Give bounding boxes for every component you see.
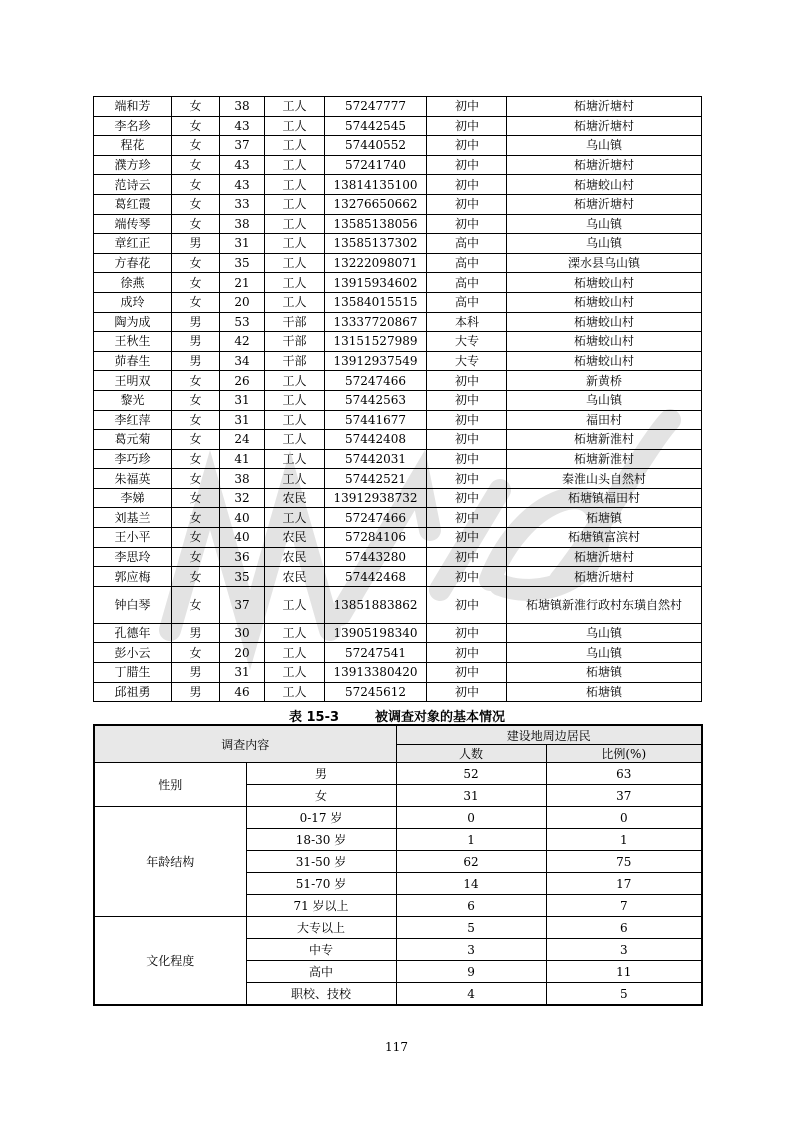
age-ratio-cell: 0 bbox=[546, 807, 702, 829]
header-resident-group: 建设地周边居民 bbox=[396, 725, 702, 745]
education-cell: 初中 bbox=[427, 586, 507, 623]
phone-cell: 57442563 bbox=[325, 390, 427, 410]
education-cell: 初中 bbox=[427, 155, 507, 175]
page-number: 117 bbox=[385, 1040, 408, 1054]
header-ratio: 比例(%) bbox=[546, 745, 702, 763]
occupation-cell: 工人 bbox=[265, 663, 325, 683]
name-cell: 李娣 bbox=[94, 488, 172, 508]
occupation-cell: 工人 bbox=[265, 586, 325, 623]
respondent-row bbox=[94, 469, 702, 489]
phone-cell: 13585137302 bbox=[325, 234, 427, 254]
phone-cell: 57441677 bbox=[325, 410, 427, 430]
age-cell: 53 bbox=[220, 312, 265, 332]
phone-cell: 57442521 bbox=[325, 469, 427, 489]
age-cell: 31 bbox=[220, 234, 265, 254]
education-cell: 初中 bbox=[427, 567, 507, 587]
age-cell: 31 bbox=[220, 410, 265, 430]
respondent-row bbox=[94, 488, 702, 508]
respondent-row bbox=[94, 155, 702, 175]
name-cell: 李巧珍 bbox=[94, 449, 172, 469]
age-cell: 31 bbox=[220, 390, 265, 410]
name-cell: 彭小云 bbox=[94, 643, 172, 663]
name-cell: 丁腊生 bbox=[94, 663, 172, 683]
respondent-row bbox=[94, 312, 702, 332]
gender-cell: 女 bbox=[172, 155, 220, 175]
name-cell: 李红萍 bbox=[94, 410, 172, 430]
phone-cell: 57247466 bbox=[325, 508, 427, 528]
age-cell: 40 bbox=[220, 508, 265, 528]
occupation-cell: 农民 bbox=[265, 547, 325, 567]
occupation-cell: 农民 bbox=[265, 567, 325, 587]
address-cell: 柘塘沂塘村 bbox=[507, 194, 702, 214]
address-cell: 柘塘新淮村 bbox=[507, 449, 702, 469]
age-cell: 46 bbox=[220, 682, 265, 702]
education-ratio-cell: 3 bbox=[546, 939, 702, 961]
gender-cell: 女 bbox=[172, 136, 220, 156]
phone-cell: 13913380420 bbox=[325, 663, 427, 683]
respondent-row bbox=[94, 292, 702, 312]
phone-cell: 13584015515 bbox=[325, 292, 427, 312]
education-cell: 初中 bbox=[427, 430, 507, 450]
gender-cell: 女 bbox=[172, 116, 220, 136]
gender-count-cell: 52 bbox=[396, 763, 546, 785]
name-cell: 刘基兰 bbox=[94, 508, 172, 528]
age-cell: 32 bbox=[220, 488, 265, 508]
name-cell: 章红正 bbox=[94, 234, 172, 254]
phone-cell: 13912937549 bbox=[325, 351, 427, 371]
phone-cell: 57241740 bbox=[325, 155, 427, 175]
education-cell: 高中 bbox=[427, 234, 507, 254]
education-count-cell: 3 bbox=[396, 939, 546, 961]
occupation-cell: 工人 bbox=[265, 508, 325, 528]
name-cell: 成玲 bbox=[94, 292, 172, 312]
respondent-row bbox=[94, 410, 702, 430]
gender-cell: 女 bbox=[172, 488, 220, 508]
address-cell: 柘塘新淮村 bbox=[507, 430, 702, 450]
age-cell: 35 bbox=[220, 567, 265, 587]
address-cell: 柘塘沂塘村 bbox=[507, 116, 702, 136]
name-cell: 李思玲 bbox=[94, 547, 172, 567]
respondent-row bbox=[94, 194, 702, 214]
age-cell: 33 bbox=[220, 194, 265, 214]
age-count-cell: 6 bbox=[396, 895, 546, 917]
occupation-cell: 工人 bbox=[265, 643, 325, 663]
respondent-row bbox=[94, 371, 702, 391]
phone-cell: 57442468 bbox=[325, 567, 427, 587]
gender-cell: 女 bbox=[172, 214, 220, 234]
gender-cell: 男 bbox=[172, 312, 220, 332]
address-cell: 柘塘镇 bbox=[507, 663, 702, 683]
occupation-cell: 工人 bbox=[265, 194, 325, 214]
age-cell: 20 bbox=[220, 292, 265, 312]
occupation-cell: 工人 bbox=[265, 234, 325, 254]
gender-ratio-cell: 63 bbox=[546, 763, 702, 785]
respondent-row bbox=[94, 430, 702, 450]
education-count-cell: 4 bbox=[396, 983, 546, 1006]
gender-cell: 女 bbox=[172, 410, 220, 430]
occupation-cell: 工人 bbox=[265, 116, 325, 136]
occupation-cell: 工人 bbox=[265, 253, 325, 273]
gender-cell: 男 bbox=[172, 351, 220, 371]
education-cell: 高中 bbox=[427, 253, 507, 273]
respondent-row bbox=[94, 116, 702, 136]
gender-cell: 男 bbox=[172, 682, 220, 702]
gender-cell: 女 bbox=[172, 586, 220, 623]
gender-cell: 女 bbox=[172, 371, 220, 391]
education-cell: 初中 bbox=[427, 449, 507, 469]
phone-cell: 13585138056 bbox=[325, 214, 427, 234]
age-label-cell: 51-70 岁 bbox=[246, 873, 396, 895]
age-count-cell: 0 bbox=[396, 807, 546, 829]
occupation-cell: 工人 bbox=[265, 175, 325, 195]
address-cell: 乌山镇 bbox=[507, 136, 702, 156]
phone-cell: 13337720867 bbox=[325, 312, 427, 332]
phone-cell: 13851883862 bbox=[325, 586, 427, 623]
phone-cell: 13151527989 bbox=[325, 332, 427, 352]
education-cell: 初中 bbox=[427, 643, 507, 663]
age-cell: 26 bbox=[220, 371, 265, 391]
gender-cell: 女 bbox=[172, 567, 220, 587]
respondent-row bbox=[94, 567, 702, 587]
respondent-row bbox=[94, 214, 702, 234]
address-cell: 乌山镇 bbox=[507, 390, 702, 410]
address-cell: 柘塘蛟山村 bbox=[507, 312, 702, 332]
gender-cell: 女 bbox=[172, 528, 220, 548]
phone-cell: 57247466 bbox=[325, 371, 427, 391]
phone-cell: 13905198340 bbox=[325, 623, 427, 643]
age-cell: 24 bbox=[220, 430, 265, 450]
gender-cell: 女 bbox=[172, 469, 220, 489]
address-cell: 柘塘蛟山村 bbox=[507, 273, 702, 293]
name-cell: 方春花 bbox=[94, 253, 172, 273]
age-cell: 35 bbox=[220, 253, 265, 273]
education-ratio-cell: 11 bbox=[546, 961, 702, 983]
education-cell: 初中 bbox=[427, 136, 507, 156]
occupation-cell: 干部 bbox=[265, 332, 325, 352]
education-cell: 初中 bbox=[427, 97, 507, 117]
respondent-row bbox=[94, 175, 702, 195]
address-cell: 柘塘蛟山村 bbox=[507, 175, 702, 195]
name-cell: 王明双 bbox=[94, 371, 172, 391]
respondent-row bbox=[94, 682, 702, 702]
respondent-row bbox=[94, 663, 702, 683]
gender-cell: 女 bbox=[172, 449, 220, 469]
phone-cell: 13276650662 bbox=[325, 194, 427, 214]
occupation-cell: 工人 bbox=[265, 410, 325, 430]
education-cell: 初中 bbox=[427, 214, 507, 234]
age-cell: 42 bbox=[220, 332, 265, 352]
address-cell: 乌山镇 bbox=[507, 623, 702, 643]
education-cell: 初中 bbox=[427, 528, 507, 548]
age-label-cell: 71 岁以上 bbox=[246, 895, 396, 917]
respondent-row bbox=[94, 97, 702, 117]
name-cell: 钟白琴 bbox=[94, 586, 172, 623]
occupation-cell: 工人 bbox=[265, 155, 325, 175]
age-ratio-cell: 17 bbox=[546, 873, 702, 895]
gender-row bbox=[94, 763, 702, 785]
occupation-cell: 干部 bbox=[265, 351, 325, 371]
respondent-row bbox=[94, 253, 702, 273]
category-education: 文化程度 bbox=[94, 917, 246, 1006]
education-cell: 初中 bbox=[427, 175, 507, 195]
education-ratio-cell: 5 bbox=[546, 983, 702, 1006]
respondent-row bbox=[94, 332, 702, 352]
respondent-row bbox=[94, 234, 702, 254]
address-cell: 新黄桥 bbox=[507, 371, 702, 391]
address-cell: 柘塘蛟山村 bbox=[507, 351, 702, 371]
occupation-cell: 工人 bbox=[265, 682, 325, 702]
age-cell: 31 bbox=[220, 663, 265, 683]
occupation-cell: 干部 bbox=[265, 312, 325, 332]
name-cell: 王秋生 bbox=[94, 332, 172, 352]
age-cell: 43 bbox=[220, 116, 265, 136]
gender-cell: 男 bbox=[172, 623, 220, 643]
age-cell: 20 bbox=[220, 643, 265, 663]
age-cell: 34 bbox=[220, 351, 265, 371]
respondent-row bbox=[94, 136, 702, 156]
gender-cell: 女 bbox=[172, 292, 220, 312]
phone-cell: 57442408 bbox=[325, 430, 427, 450]
gender-cell: 女 bbox=[172, 508, 220, 528]
education-label-cell: 高中 bbox=[246, 961, 396, 983]
address-cell: 柘塘镇 bbox=[507, 682, 702, 702]
education-cell: 初中 bbox=[427, 469, 507, 489]
gender-ratio-cell: 37 bbox=[546, 785, 702, 807]
age-cell: 40 bbox=[220, 528, 265, 548]
respondent-row bbox=[94, 586, 702, 623]
address-cell: 柘塘沂塘村 bbox=[507, 567, 702, 587]
category-age: 年龄结构 bbox=[94, 807, 246, 917]
education-cell: 初中 bbox=[427, 371, 507, 391]
phone-cell: 57247541 bbox=[325, 643, 427, 663]
age-ratio-cell: 7 bbox=[546, 895, 702, 917]
age-cell: 43 bbox=[220, 155, 265, 175]
age-cell: 21 bbox=[220, 273, 265, 293]
respondent-row bbox=[94, 643, 702, 663]
respondent-row bbox=[94, 390, 702, 410]
gender-cell: 男 bbox=[172, 332, 220, 352]
table-caption bbox=[93, 706, 701, 725]
age-count-cell: 62 bbox=[396, 851, 546, 873]
education-row bbox=[94, 917, 702, 939]
gender-cell: 女 bbox=[172, 643, 220, 663]
address-cell: 柘塘沂塘村 bbox=[507, 547, 702, 567]
education-cell: 本科 bbox=[427, 312, 507, 332]
address-cell: 乌山镇 bbox=[507, 643, 702, 663]
occupation-cell: 农民 bbox=[265, 528, 325, 548]
age-cell: 30 bbox=[220, 623, 265, 643]
name-cell: 王小平 bbox=[94, 528, 172, 548]
education-cell: 初中 bbox=[427, 547, 507, 567]
occupation-cell: 工人 bbox=[265, 449, 325, 469]
phone-cell: 57284106 bbox=[325, 528, 427, 548]
phone-cell: 57442545 bbox=[325, 116, 427, 136]
age-cell: 38 bbox=[220, 469, 265, 489]
address-cell: 柘塘沂塘村 bbox=[507, 155, 702, 175]
address-cell: 柘塘镇新淮行政村东璜自然村 bbox=[507, 586, 702, 623]
occupation-cell: 工人 bbox=[265, 292, 325, 312]
name-cell: 郭应梅 bbox=[94, 567, 172, 587]
gender-cell: 女 bbox=[172, 273, 220, 293]
age-cell: 37 bbox=[220, 136, 265, 156]
age-cell: 36 bbox=[220, 547, 265, 567]
education-cell: 初中 bbox=[427, 410, 507, 430]
header-count: 人数 bbox=[396, 745, 546, 763]
gender-cell: 男 bbox=[172, 663, 220, 683]
address-cell: 柘塘蛟山村 bbox=[507, 292, 702, 312]
address-cell: 乌山镇 bbox=[507, 234, 702, 254]
name-cell: 葛元菊 bbox=[94, 430, 172, 450]
education-cell: 大专 bbox=[427, 332, 507, 352]
respondent-row bbox=[94, 449, 702, 469]
name-cell: 黎光 bbox=[94, 390, 172, 410]
name-cell: 陶为成 bbox=[94, 312, 172, 332]
education-cell: 初中 bbox=[427, 623, 507, 643]
education-cell: 高中 bbox=[427, 292, 507, 312]
age-cell: 37 bbox=[220, 586, 265, 623]
education-label-cell: 大专以上 bbox=[246, 917, 396, 939]
occupation-cell: 工人 bbox=[265, 214, 325, 234]
phone-cell: 13912938732 bbox=[325, 488, 427, 508]
education-cell: 高中 bbox=[427, 273, 507, 293]
occupation-cell: 工人 bbox=[265, 430, 325, 450]
occupation-cell: 工人 bbox=[265, 136, 325, 156]
education-count-cell: 5 bbox=[396, 917, 546, 939]
gender-count-cell: 31 bbox=[396, 785, 546, 807]
address-cell: 柘塘沂塘村 bbox=[507, 97, 702, 117]
education-cell: 初中 bbox=[427, 194, 507, 214]
age-label-cell: 0-17 岁 bbox=[246, 807, 396, 829]
gender-cell: 女 bbox=[172, 430, 220, 450]
age-row bbox=[94, 807, 702, 829]
address-cell: 柘塘镇 bbox=[507, 508, 702, 528]
phone-cell: 57247777 bbox=[325, 97, 427, 117]
name-cell: 葛红霞 bbox=[94, 194, 172, 214]
education-count-cell: 9 bbox=[396, 961, 546, 983]
address-cell: 柘塘镇福田村 bbox=[507, 488, 702, 508]
name-cell: 端和芳 bbox=[94, 97, 172, 117]
phone-cell: 57442031 bbox=[325, 449, 427, 469]
survey-respondents-table bbox=[93, 96, 702, 702]
phone-cell: 57443280 bbox=[325, 547, 427, 567]
gender-cell: 男 bbox=[172, 234, 220, 254]
occupation-cell: 工人 bbox=[265, 623, 325, 643]
respondent-row bbox=[94, 547, 702, 567]
gender-cell: 女 bbox=[172, 175, 220, 195]
address-cell: 福田村 bbox=[507, 410, 702, 430]
gender-cell: 女 bbox=[172, 97, 220, 117]
respondent-row bbox=[94, 623, 702, 643]
occupation-cell: 工人 bbox=[265, 273, 325, 293]
gender-label-cell: 女 bbox=[246, 785, 396, 807]
gender-cell: 女 bbox=[172, 390, 220, 410]
respondent-summary-table bbox=[93, 724, 703, 1006]
respondent-row bbox=[94, 351, 702, 371]
header-survey-content: 调查内容 bbox=[94, 725, 396, 763]
education-cell: 初中 bbox=[427, 488, 507, 508]
table-caption-title: 被调查对象的基本情况 bbox=[375, 710, 506, 725]
name-cell: 孔德年 bbox=[94, 623, 172, 643]
education-ratio-cell: 6 bbox=[546, 917, 702, 939]
respondent-row bbox=[94, 528, 702, 548]
education-cell: 初中 bbox=[427, 663, 507, 683]
education-cell: 初中 bbox=[427, 116, 507, 136]
occupation-cell: 工人 bbox=[265, 469, 325, 489]
name-cell: 茆春生 bbox=[94, 351, 172, 371]
gender-cell: 女 bbox=[172, 547, 220, 567]
name-cell: 范诗云 bbox=[94, 175, 172, 195]
age-cell: 43 bbox=[220, 175, 265, 195]
address-cell: 乌山镇 bbox=[507, 214, 702, 234]
name-cell: 朱福英 bbox=[94, 469, 172, 489]
address-cell: 溧水县乌山镇 bbox=[507, 253, 702, 273]
phone-cell: 13915934602 bbox=[325, 273, 427, 293]
age-cell: 38 bbox=[220, 214, 265, 234]
gender-cell: 女 bbox=[172, 253, 220, 273]
name-cell: 徐燕 bbox=[94, 273, 172, 293]
occupation-cell: 农民 bbox=[265, 488, 325, 508]
education-cell: 初中 bbox=[427, 508, 507, 528]
phone-cell: 13222098071 bbox=[325, 253, 427, 273]
name-cell: 李名珍 bbox=[94, 116, 172, 136]
age-cell: 41 bbox=[220, 449, 265, 469]
respondent-row bbox=[94, 273, 702, 293]
occupation-cell: 工人 bbox=[265, 97, 325, 117]
age-label-cell: 18-30 岁 bbox=[246, 829, 396, 851]
education-label-cell: 职校、技校 bbox=[246, 983, 396, 1006]
name-cell: 程花 bbox=[94, 136, 172, 156]
education-cell: 大专 bbox=[427, 351, 507, 371]
age-label-cell: 31-50 岁 bbox=[246, 851, 396, 873]
phone-cell: 57440552 bbox=[325, 136, 427, 156]
category-gender: 性别 bbox=[94, 763, 246, 807]
summary-header-row bbox=[94, 725, 702, 745]
name-cell: 端传琴 bbox=[94, 214, 172, 234]
name-cell: 邱祖勇 bbox=[94, 682, 172, 702]
education-cell: 初中 bbox=[427, 682, 507, 702]
phone-cell: 57245612 bbox=[325, 682, 427, 702]
address-cell: 柘塘蛟山村 bbox=[507, 332, 702, 352]
age-count-cell: 14 bbox=[396, 873, 546, 895]
age-count-cell: 1 bbox=[396, 829, 546, 851]
phone-cell: 13814135100 bbox=[325, 175, 427, 195]
name-cell: 濮方珍 bbox=[94, 155, 172, 175]
occupation-cell: 工人 bbox=[265, 390, 325, 410]
address-cell: 柘塘镇富滨村 bbox=[507, 528, 702, 548]
age-cell: 38 bbox=[220, 97, 265, 117]
gender-cell: 女 bbox=[172, 194, 220, 214]
education-label-cell: 中专 bbox=[246, 939, 396, 961]
gender-label-cell: 男 bbox=[246, 763, 396, 785]
age-ratio-cell: 75 bbox=[546, 851, 702, 873]
education-cell: 初中 bbox=[427, 390, 507, 410]
occupation-cell: 工人 bbox=[265, 371, 325, 391]
age-ratio-cell: 1 bbox=[546, 829, 702, 851]
respondent-row bbox=[94, 508, 702, 528]
table-caption-number: 表 15-3 bbox=[288, 710, 340, 725]
address-cell: 秦淮山头自然村 bbox=[507, 469, 702, 489]
